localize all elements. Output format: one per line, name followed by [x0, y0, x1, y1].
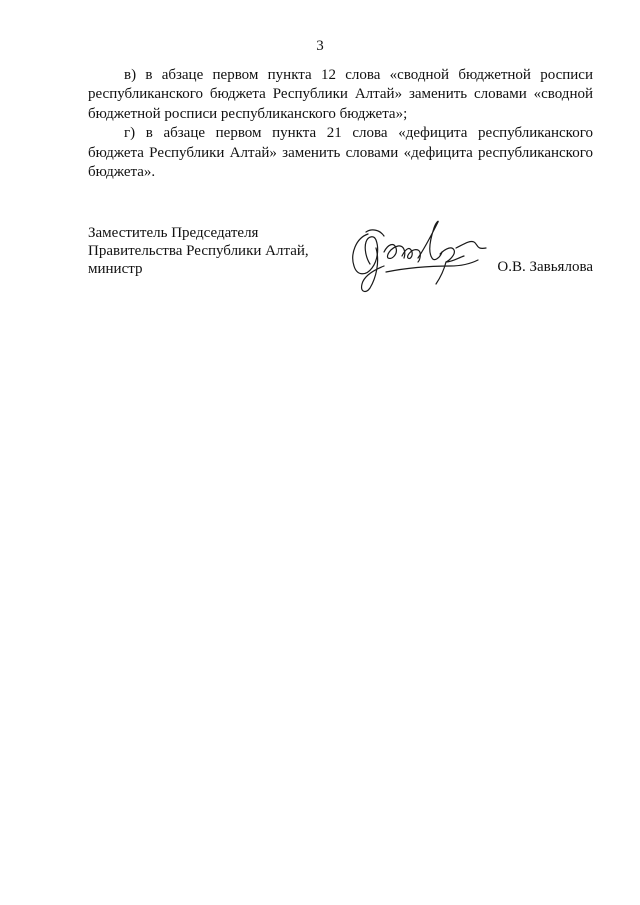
document-body [88, 66, 593, 182]
paragraph-v: в) в абзаце первом пункта 12 слова «сводной бюджетной росписи республиканского бюджета Республики Алтай» заменить словами «сводной бюджетной росписи республиканского бюджета»; [88, 67, 593, 122]
signer-title-line: Заместитель Председателя [88, 225, 259, 241]
paragraph-g: г) в абзаце первом пункта 21 слова «дефицита республиканского бюджета Республики Алтай» заменить словами «дефицита республиканского бюджета». [88, 125, 593, 181]
signer-title-line: Правительства Республики Алтай, [88, 243, 309, 259]
signer-name: О.В. Завьялова [497, 259, 593, 275]
signature-block [88, 224, 593, 304]
signer-title [88, 224, 348, 278]
page-number: 3 [316, 38, 324, 54]
signer-title-line: министр [88, 261, 143, 277]
handwritten-signature [346, 218, 496, 296]
